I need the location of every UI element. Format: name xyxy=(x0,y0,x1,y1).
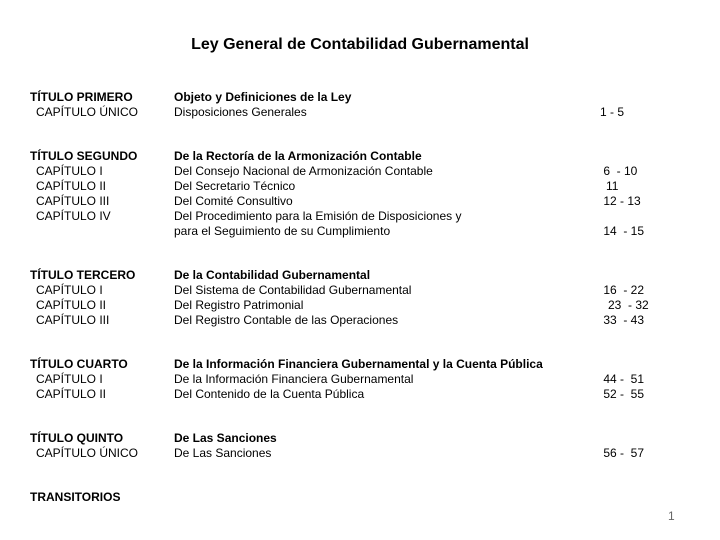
chapter-row xyxy=(30,194,670,209)
document-title: Ley General de Contabilidad Gubernamental xyxy=(191,36,529,53)
chapter-pages: 23 - 32 xyxy=(608,298,649,312)
chapter-description: Del Secretario Técnico xyxy=(174,179,296,193)
title-row xyxy=(30,268,670,283)
page-number: 1 xyxy=(668,509,675,523)
chapter-label: CAPÍTULO II xyxy=(36,298,107,312)
chapter-description: Del Contenido de la Cuenta Pública xyxy=(174,387,365,401)
chapter-row xyxy=(30,387,670,402)
titulo-name: De la Información Financiera Gubernamental y la Cuenta Pública xyxy=(174,357,543,371)
chapter-row xyxy=(30,298,670,313)
chapter-pages: 33 - 43 xyxy=(600,313,645,327)
titulo-label: TÍTULO SEGUNDO xyxy=(30,149,138,163)
chapter-pages: 6 - 10 xyxy=(600,164,638,178)
title-row xyxy=(30,357,670,372)
chapter-label: CAPÍTULO I xyxy=(36,164,103,178)
chapter-row xyxy=(30,179,670,194)
chapter-pages: 52 - 55 xyxy=(600,387,645,401)
chapter-row xyxy=(30,313,670,328)
chapter-row xyxy=(30,283,670,298)
transitorios-row xyxy=(30,490,670,505)
chapter-label: CAPÍTULO III xyxy=(36,194,110,208)
chapter-description: para el Seguimiento de su Cumplimiento xyxy=(174,224,391,238)
chapter-description: Del Registro Patrimonial xyxy=(174,298,304,312)
title-row xyxy=(30,149,670,164)
chapter-row xyxy=(30,105,670,120)
titulo-name: De la Contabilidad Gubernamental xyxy=(174,268,371,282)
chapter-pages: 1 - 5 xyxy=(600,105,625,119)
chapter-label: CAPÍTULO IV xyxy=(36,209,111,223)
chapter-description: Del Registro Contable de las Operaciones xyxy=(174,313,399,327)
chapter-row xyxy=(30,164,670,179)
chapter-label: CAPÍTULO ÚNICO xyxy=(36,105,139,119)
titulo-label: TÍTULO CUARTO xyxy=(30,357,128,371)
titulo-name: De Las Sanciones xyxy=(174,431,277,445)
chapter-row xyxy=(30,372,670,387)
chapter-description: De Las Sanciones xyxy=(174,446,272,460)
chapter-pages: 16 - 22 xyxy=(600,283,645,297)
chapter-label: CAPÍTULO I xyxy=(36,372,103,386)
titulo-label: TÍTULO QUINTO xyxy=(30,431,124,445)
titulo-label: TÍTULO TERCERO xyxy=(30,268,136,282)
chapter-description: Del Procedimiento para la Emisión de Disposiciones y xyxy=(174,209,462,223)
titulo-name: Objeto y Definiciones de la Ley xyxy=(174,90,352,104)
chapter-row xyxy=(30,209,670,224)
chapter-label: CAPÍTULO III xyxy=(36,313,110,327)
chapter-pages: 14 - 15 xyxy=(600,224,645,238)
chapter-pages: 11 xyxy=(606,179,619,193)
chapter-pages: 44 - 51 xyxy=(600,372,645,386)
chapter-row xyxy=(30,446,670,461)
chapter-label: CAPÍTULO II xyxy=(36,179,107,193)
chapter-label: CAPÍTULO I xyxy=(36,283,103,297)
table-of-contents xyxy=(30,90,670,505)
chapter-description: Disposiciones Generales xyxy=(174,105,307,119)
title-row xyxy=(30,90,670,105)
chapter-label: CAPÍTULO II xyxy=(36,387,107,401)
chapter-pages: 12 - 13 xyxy=(600,194,641,208)
chapter-description: De la Información Financiera Gubernamental xyxy=(174,372,414,386)
chapter-description: Del Consejo Nacional de Armonización Contable xyxy=(174,164,433,178)
title-row xyxy=(30,431,670,446)
titulo-name: De la Rectoría de la Armonización Contable xyxy=(174,149,422,163)
chapter-description: Del Comité Consultivo xyxy=(174,194,293,208)
chapter-description: Del Sistema de Contabilidad Gubernamental xyxy=(174,283,412,297)
chapter-pages: 56 - 57 xyxy=(600,446,645,460)
transitorios-label: TRANSITORIOS xyxy=(30,490,121,504)
chapter-row xyxy=(30,224,670,239)
chapter-label: CAPÍTULO ÚNICO xyxy=(36,446,139,460)
titulo-label: TÍTULO PRIMERO xyxy=(30,90,133,104)
